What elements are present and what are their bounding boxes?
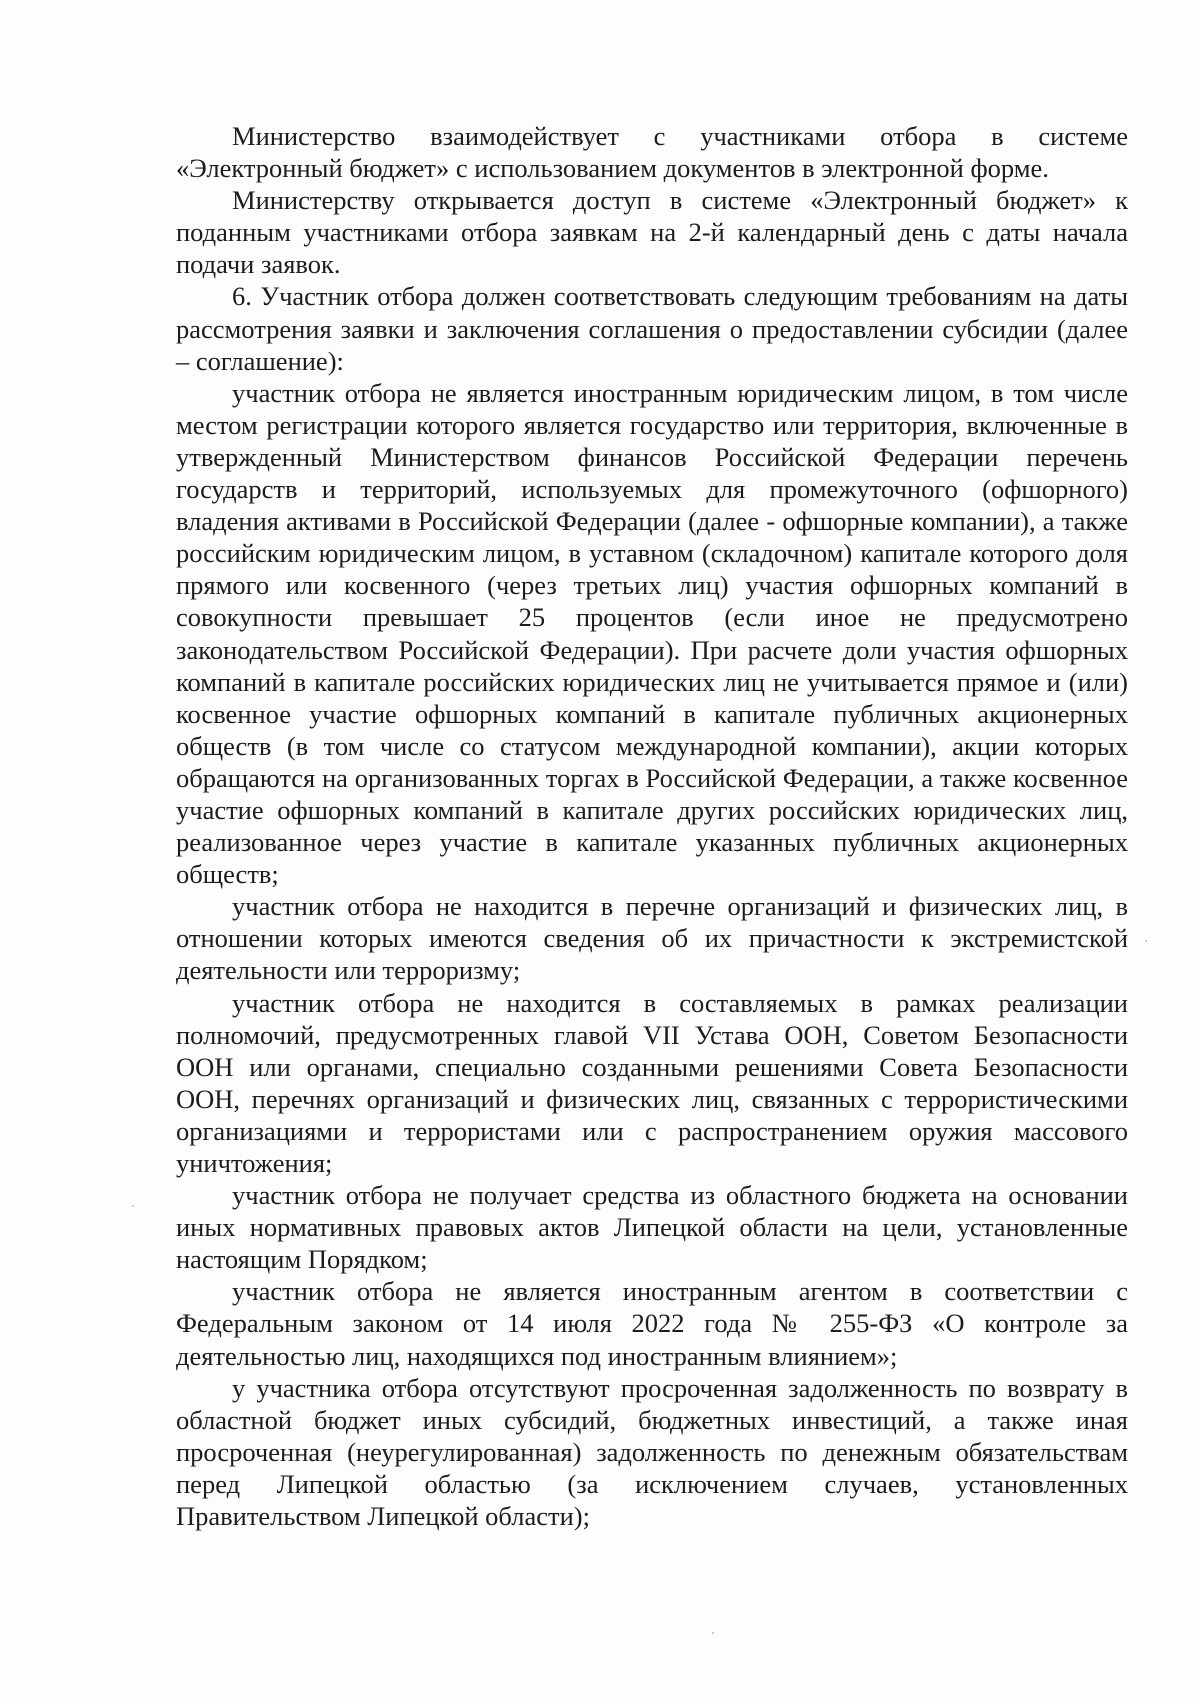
paragraph-debt: у участника отбора отсутствуют просроченная задолженность по возврату в областной бюджет иных субсидий, бюджетных инвестиций, а также иная просроченная (неурегулированная) задолженность по денежным обязательствам перед Липецкой областью (за исключением случаев, установленных Правительством Липецкой области); bbox=[176, 1372, 1128, 1532]
paragraph-extremism: участник отбора не находится в перечне организаций и физических лиц, в отношении которых имеются сведения об их причастности к экстремистской деятельности или терроризму; bbox=[176, 891, 1128, 986]
paragraph-budget-funds: участник отбора не получает средства из областного бюджета на основании иных нормативных правовых актов Липецкой области на цели, установленные настоящим Порядком; bbox=[176, 1180, 1128, 1275]
scan-speck bbox=[1145, 940, 1147, 942]
document-body bbox=[176, 120, 1128, 1532]
paragraph-interaction: Министерство взаимодействует с участниками отбора в системе «Электронный бюджет» с использованием документов в электронной форме. bbox=[176, 121, 1128, 184]
paragraph-foreign-agent: участник отбора не является иностранным агентом в соответствии с Федеральным законом от 14 июля 2022 года № 255-ФЗ «О контроле за деятельностью лиц, находящихся под иностранным влиянием»; bbox=[176, 1276, 1128, 1371]
paragraph-access: Министерству открывается доступ в системе «Электронный бюджет» к поданным участниками отбора заявкам на 2-й календарный день с даты начала подачи заявок. bbox=[176, 185, 1128, 280]
scan-speck bbox=[712, 1632, 714, 1634]
paragraph-requirements: 6. Участник отбора должен соответствовать следующим требованиям на даты рассмотрения заявки и заключения соглашения о предоставлении субсидии (далее – соглашение): bbox=[176, 281, 1128, 376]
scan-speck bbox=[132, 1205, 134, 1207]
paragraph-un-lists: участник отбора не находится в составляемых в рамках реализации полномочий, предусмотренных главой VII Устава ООН, Советом Безопасности ООН или органами, специально созданными решениями Совета Безопасности ООН, перечнях организаций и физических лиц, связанных с террористическими организациями и террористами или с распространением оружия массового уничтожения; bbox=[176, 987, 1128, 1178]
paragraph-offshore: участник отбора не является иностранным юридическим лицом, в том числе местом регистрации которого является государство или территория, включенные в утвержденный Министерством финансов Российской Федерации перечень государств и территорий, используемых для промежуточного (офшорного) владения активами в Российской Федерации (далее - офшорные компании), а также российским юридическим лицом, в уставном (складочном) капитале которого доля прямого или косвенного (через третьих лиц) участия офшорных компаний в совокупности превышает 25 процентов (если иное не предусмотрено законодательством Российской Федерации). При расчете доли участия офшорных компаний в капитале российских юридических лиц не учитывается прямое и (или) косвенное участие офшорных компаний в капитале публичных акционерных обществ (в том числе со статусом международной компании), акции которых обращаются на организованных торгах в Российской Федерации, а также косвенное участие офшорных компаний в капитале других российских юридических лиц, реализованное через участие в капитале указанных публичных акционерных обществ; bbox=[176, 377, 1128, 890]
